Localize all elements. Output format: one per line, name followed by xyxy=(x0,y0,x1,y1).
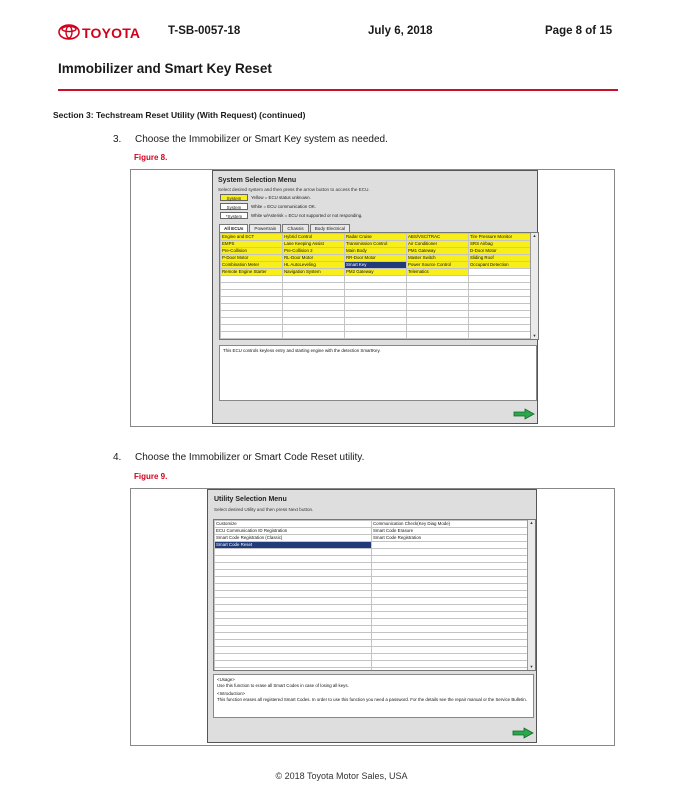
ecu-empty-cell xyxy=(221,339,283,341)
tab-all-ecus[interactable]: All ECUs xyxy=(219,224,248,233)
ecu-cell[interactable]: Sliding Roof xyxy=(469,255,531,262)
ecu-cell[interactable]: Occupant Detection xyxy=(469,262,531,269)
ecu-empty-cell xyxy=(469,269,531,276)
utility-item[interactable]: Smart Code Registration (Classic) xyxy=(215,535,372,542)
legend-asterisk-text: White w/Asterisk = ECU not supported or not responding. xyxy=(251,213,363,218)
toyota-emblem-icon xyxy=(58,24,80,40)
ecu-cell[interactable]: P-Door Motor xyxy=(221,255,283,262)
bulletin-id: T-SB-0057-18 xyxy=(168,25,241,37)
ecu-empty-cell xyxy=(407,276,469,283)
ecu-empty-cell xyxy=(407,304,469,311)
ecu-empty-cell xyxy=(407,283,469,290)
ecu-empty-cell xyxy=(345,311,407,318)
ecu-empty-cell xyxy=(283,339,345,341)
utility-row xyxy=(215,619,529,626)
title-divider xyxy=(58,89,618,91)
ecu-grid-scrollbar[interactable] xyxy=(530,233,538,339)
utility-item[interactable]: Communication Check(Key Diag Mode) xyxy=(372,521,529,528)
page-title: Immobilizer and Smart Key Reset xyxy=(58,61,272,76)
step-number: 4. xyxy=(113,452,122,463)
utility-table xyxy=(214,520,529,671)
figure-9-label: Figure 9. xyxy=(134,472,168,481)
ecu-cell[interactable]: RR-Door Motor xyxy=(345,255,407,262)
ecu-empty-cell xyxy=(345,325,407,332)
ecu-empty-cell xyxy=(221,304,283,311)
utility-empty-cell xyxy=(215,577,372,584)
ecu-row xyxy=(221,276,531,283)
utility-empty-cell xyxy=(372,598,529,605)
brand-name: TOYOTA xyxy=(82,25,141,41)
ecu-row xyxy=(221,339,531,341)
ecu-cell[interactable]: Air Conditioner xyxy=(407,241,469,248)
usage-label: <Usage> xyxy=(217,677,235,682)
utility-empty-cell xyxy=(372,556,529,563)
tab-chassis[interactable]: Chassis xyxy=(282,224,308,233)
utility-empty-cell xyxy=(215,549,372,556)
ecu-empty-cell xyxy=(221,276,283,283)
utility-row xyxy=(215,542,529,549)
ecu-empty-cell xyxy=(345,290,407,297)
utility-grid xyxy=(213,519,536,671)
introduction-label: <Introduction> xyxy=(217,691,246,696)
ecu-row xyxy=(221,332,531,339)
ecu-cell[interactable]: Tire Pressure Monitor xyxy=(469,234,531,241)
ecu-cell[interactable]: SRS Airbag xyxy=(469,241,531,248)
ecu-empty-cell xyxy=(345,297,407,304)
ecu-cell[interactable]: Navigation System xyxy=(283,269,345,276)
ecu-cell[interactable]: Transmission Control xyxy=(345,241,407,248)
utility-empty-cell xyxy=(215,640,372,647)
ecu-row xyxy=(221,325,531,332)
step-text: Choose the Immobilizer or Smart Key system as needed. xyxy=(135,134,388,145)
ecu-empty-cell xyxy=(407,332,469,339)
utility-row xyxy=(215,521,529,528)
utility-empty-cell xyxy=(372,612,529,619)
ecu-empty-cell xyxy=(283,325,345,332)
ecu-cell[interactable]: Telematics xyxy=(407,269,469,276)
utility-empty-cell xyxy=(215,605,372,612)
window-instructions: Select desired Utility and then press Next button. xyxy=(214,507,314,512)
scroll-down-icon[interactable]: ▼ xyxy=(532,333,537,338)
ecu-cell[interactable]: Combination Meter xyxy=(221,262,283,269)
step-number: 3. xyxy=(113,134,122,145)
utility-row xyxy=(215,528,529,535)
utility-item[interactable]: Customize xyxy=(215,521,372,528)
utility-empty-cell xyxy=(215,591,372,598)
utility-empty-cell xyxy=(372,661,529,668)
utility-empty-cell xyxy=(372,668,529,672)
ecu-empty-cell xyxy=(469,276,531,283)
usage-text: Use this function to erase all Smart Codes in case of losing all keys. xyxy=(217,682,349,688)
utility-empty-cell xyxy=(372,591,529,598)
ecu-description: This ECU controls keyless entry and starting engine with the detection SmartKey. xyxy=(223,348,381,353)
ecu-empty-cell xyxy=(221,297,283,304)
utility-row xyxy=(215,633,529,640)
ecu-empty-cell xyxy=(221,318,283,325)
ecu-empty-cell xyxy=(283,297,345,304)
utility-empty-cell xyxy=(215,626,372,633)
utility-empty-cell xyxy=(215,598,372,605)
utility-empty-cell xyxy=(215,668,372,672)
tab-body-electrical[interactable]: Body Electrical xyxy=(310,224,350,233)
ecu-row xyxy=(221,311,531,318)
scroll-up-icon[interactable]: ▲ xyxy=(532,233,537,238)
utility-empty-cell xyxy=(372,626,529,633)
utility-row xyxy=(215,661,529,668)
utility-empty-cell xyxy=(372,563,529,570)
utility-empty-cell xyxy=(215,633,372,640)
utility-empty-cell xyxy=(372,633,529,640)
ecu-empty-cell xyxy=(221,311,283,318)
utility-row xyxy=(215,654,529,661)
ecu-empty-cell xyxy=(283,290,345,297)
utility-empty-cell xyxy=(215,563,372,570)
toyota-logo xyxy=(58,24,150,42)
figure-8-label: Figure 8. xyxy=(134,153,168,162)
ecu-row xyxy=(221,297,531,304)
next-arrow-icon[interactable] xyxy=(512,727,534,739)
ecu-empty-cell xyxy=(469,304,531,311)
ecu-empty-cell xyxy=(283,283,345,290)
utility-empty-cell xyxy=(372,577,529,584)
ecu-empty-cell xyxy=(221,325,283,332)
utility-empty-cell xyxy=(372,549,529,556)
ecu-cell[interactable]: Smart Key xyxy=(345,262,407,269)
ecu-empty-cell xyxy=(407,325,469,332)
window-title: System Selection Menu xyxy=(218,177,297,184)
utility-empty-cell xyxy=(215,556,372,563)
ecu-empty-cell xyxy=(469,297,531,304)
tab-powertrain[interactable]: Powertrain xyxy=(249,224,281,233)
utility-row xyxy=(215,556,529,563)
ecu-cell[interactable]: PM1 Gateway xyxy=(407,248,469,255)
ecu-empty-cell xyxy=(221,290,283,297)
utility-row xyxy=(215,626,529,633)
utility-row xyxy=(215,535,529,542)
utility-empty-cell xyxy=(372,584,529,591)
ecu-empty-cell xyxy=(283,304,345,311)
ecu-empty-cell xyxy=(407,318,469,325)
ecu-row xyxy=(221,248,531,255)
ecu-cell[interactable]: PM2 Gateway xyxy=(345,269,407,276)
utility-item[interactable]: Smart Code Reset xyxy=(215,542,372,549)
ecu-cell[interactable]: Engine and ECT xyxy=(221,234,283,241)
ecu-cell[interactable]: Radar Cruise xyxy=(345,234,407,241)
ecu-cell[interactable]: Lane Keeping Assist xyxy=(283,241,345,248)
ecu-empty-cell xyxy=(345,304,407,311)
ecu-cell[interactable]: RL-Door Motor xyxy=(283,255,345,262)
ecu-empty-cell xyxy=(469,290,531,297)
utility-row xyxy=(215,549,529,556)
ecu-empty-cell xyxy=(345,276,407,283)
ecu-cell[interactable]: Power Source Control xyxy=(407,262,469,269)
utility-empty-cell xyxy=(372,570,529,577)
ecu-table xyxy=(220,233,531,340)
ecu-row xyxy=(221,269,531,276)
utility-empty-cell xyxy=(372,542,529,549)
utility-row xyxy=(215,605,529,612)
ecu-cell[interactable]: D-Door Motor xyxy=(469,248,531,255)
utility-empty-cell xyxy=(215,647,372,654)
ecu-grid xyxy=(219,232,539,340)
introduction-text: This function erases all registered Smart Codes. In order to use this function you need a password. For the details see the repair manual or the Service Bulletin. xyxy=(217,696,527,702)
utility-row xyxy=(215,570,529,577)
ecu-empty-cell xyxy=(407,311,469,318)
utility-empty-cell xyxy=(215,619,372,626)
ecu-empty-cell xyxy=(283,332,345,339)
ecu-row xyxy=(221,283,531,290)
utility-row xyxy=(215,591,529,598)
utility-item[interactable]: Smart Code Erasure xyxy=(372,528,529,535)
utility-empty-cell xyxy=(215,570,372,577)
ecu-cell[interactable]: EMPS xyxy=(221,241,283,248)
ecu-empty-cell xyxy=(469,318,531,325)
utility-grid-scrollbar[interactable] xyxy=(527,520,535,670)
ecu-cell[interactable]: HL AutoLeveling xyxy=(283,262,345,269)
ecu-empty-cell xyxy=(345,283,407,290)
window-instructions: Select desired system and then press the arrow button to access the ECU. xyxy=(218,187,370,192)
ecu-empty-cell xyxy=(407,297,469,304)
ecu-row xyxy=(221,304,531,311)
ecu-empty-cell xyxy=(345,339,407,341)
page-number: Page 8 of 15 xyxy=(545,25,613,37)
utility-row xyxy=(215,577,529,584)
legend-yellow-box: System xyxy=(220,194,248,201)
ecu-cell[interactable]: Remote Engine Starter xyxy=(221,269,283,276)
ecu-row xyxy=(221,262,531,269)
next-arrow-icon[interactable] xyxy=(513,408,535,420)
ecu-row xyxy=(221,290,531,297)
ecu-empty-cell xyxy=(283,276,345,283)
ecu-empty-cell xyxy=(345,332,407,339)
ecu-cell[interactable]: Pre-Collision xyxy=(221,248,283,255)
ecu-empty-cell xyxy=(407,339,469,341)
ecu-empty-cell xyxy=(469,311,531,318)
utility-empty-cell xyxy=(372,605,529,612)
ecu-cell[interactable]: Pre-Collision 2 xyxy=(283,248,345,255)
utility-row xyxy=(215,647,529,654)
bulletin-date: July 6, 2018 xyxy=(368,25,433,37)
utility-row xyxy=(215,598,529,605)
legend-yellow-text: Yellow = ECU status unknown. xyxy=(251,195,311,200)
legend-asterisk-box: *System xyxy=(220,212,248,219)
ecu-empty-cell xyxy=(469,325,531,332)
ecu-empty-cell xyxy=(469,332,531,339)
utility-row xyxy=(215,584,529,591)
ecu-row xyxy=(221,255,531,262)
section-heading: Section 3: Techstream Reset Utility (With Request) (continued) xyxy=(53,110,306,120)
step-3 xyxy=(113,134,388,145)
utility-row xyxy=(215,563,529,570)
legend-white-text: White = ECU communication OK. xyxy=(251,204,317,209)
ecu-empty-cell xyxy=(283,318,345,325)
ecu-cell[interactable]: Hybrid Control xyxy=(283,234,345,241)
ecu-empty-cell xyxy=(221,283,283,290)
ecu-empty-cell xyxy=(469,339,531,341)
utility-empty-cell xyxy=(372,640,529,647)
ecu-row xyxy=(221,234,531,241)
utility-empty-cell xyxy=(215,654,372,661)
ecu-row xyxy=(221,241,531,248)
ecu-cell[interactable]: Master Switch xyxy=(407,255,469,262)
ecu-cell[interactable]: Main Body xyxy=(345,248,407,255)
ecu-row xyxy=(221,318,531,325)
ecu-description-box xyxy=(219,345,537,401)
utility-item[interactable]: ECU Communication ID Registration xyxy=(215,528,372,535)
ecu-empty-cell xyxy=(469,283,531,290)
step-4 xyxy=(113,452,364,463)
utility-empty-cell xyxy=(215,612,372,619)
scroll-down-icon[interactable]: ▼ xyxy=(529,664,534,669)
utility-row xyxy=(215,640,529,647)
utility-selection-window xyxy=(207,489,537,743)
utility-empty-cell xyxy=(372,647,529,654)
utility-empty-cell xyxy=(372,619,529,626)
ecu-empty-cell xyxy=(283,311,345,318)
ecu-empty-cell xyxy=(345,318,407,325)
ecu-cell[interactable]: ABS/VSC/TRAC xyxy=(407,234,469,241)
utility-row xyxy=(215,668,529,672)
utility-row xyxy=(215,612,529,619)
copyright-footer: © 2018 Toyota Motor Sales, USA xyxy=(275,771,408,781)
window-title: Utility Selection Menu xyxy=(214,496,287,503)
step-text: Choose the Immobilizer or Smart Code Reset utility. xyxy=(135,452,365,463)
utility-empty-cell xyxy=(372,654,529,661)
utility-description-box xyxy=(213,674,534,718)
utility-item[interactable]: Smart Code Registration xyxy=(372,535,529,542)
scroll-up-icon[interactable]: ▲ xyxy=(529,520,534,525)
ecu-empty-cell xyxy=(221,332,283,339)
utility-empty-cell xyxy=(215,661,372,668)
utility-empty-cell xyxy=(215,584,372,591)
legend-white-box: System xyxy=(220,203,248,210)
system-selection-window xyxy=(212,170,538,424)
ecu-empty-cell xyxy=(407,290,469,297)
